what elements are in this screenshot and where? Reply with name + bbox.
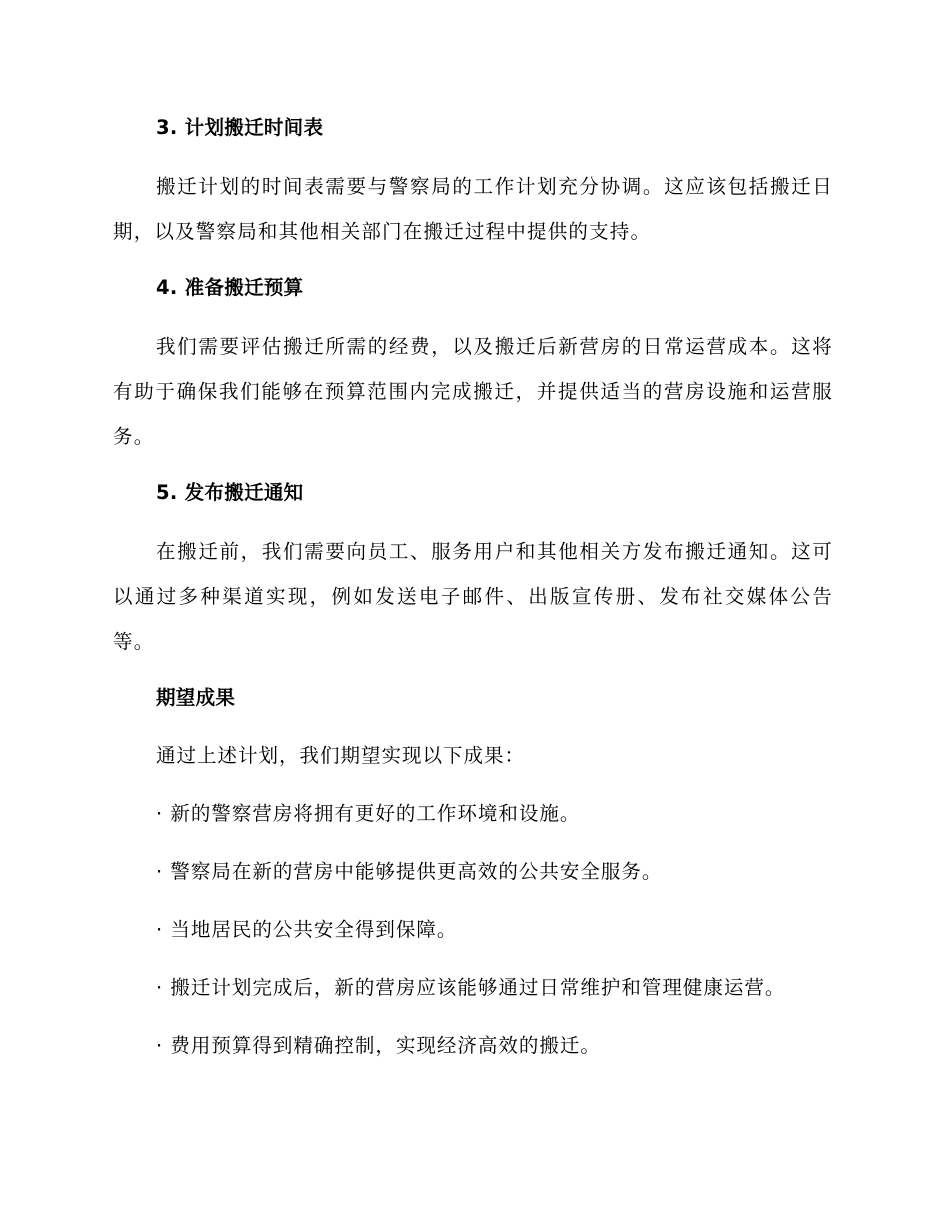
section-paragraph-schedule: 搬迁计划的时间表需要与警察局的工作计划充分协调。这应该包括搬迁日期，以及警察局和其他相关部门在搬迁过程中提供的支持。 xyxy=(113,175,833,243)
section-heading-budget: 4. 准备搬迁预算 xyxy=(156,276,304,299)
section-paragraph-notice: 在搬迁前，我们需要向员工、服务用户和其他相关方发布搬迁通知。这可以通过多种渠道实现，例如发送电子邮件、出版宣传册、发布社交媒体公告等。 xyxy=(113,540,833,653)
outcome-item: · 当地居民的公共安全得到保障。 xyxy=(156,918,458,941)
section-paragraph-budget: 我们需要评估搬迁所需的经费，以及搬迁后新营房的日常运营成本。这将有助于确保我们能够在预算范围内完成搬迁，并提供适当的营房设施和运营服务。 xyxy=(113,335,833,448)
outcome-item: · 费用预算得到精确控制，实现经济高效的搬迁。 xyxy=(156,1034,601,1057)
outcomes-heading: 期望成果 xyxy=(156,686,236,709)
section-heading-notice: 5. 发布搬迁通知 xyxy=(156,481,304,504)
section-heading-schedule: 3. 计划搬迁时间表 xyxy=(156,116,324,139)
outcome-item: · 搬迁计划完成后，新的营房应该能够通过日常维护和管理健康运营。 xyxy=(156,976,786,999)
outcome-item: · 警察局在新的营房中能够提供更高效的公共安全服务。 xyxy=(156,860,663,883)
document-content xyxy=(113,110,833,1064)
outcome-item: · 新的警察营房将拥有更好的工作环境和设施。 xyxy=(156,802,581,825)
outcomes-intro: 通过上述计划，我们期望实现以下成果： xyxy=(156,744,526,767)
